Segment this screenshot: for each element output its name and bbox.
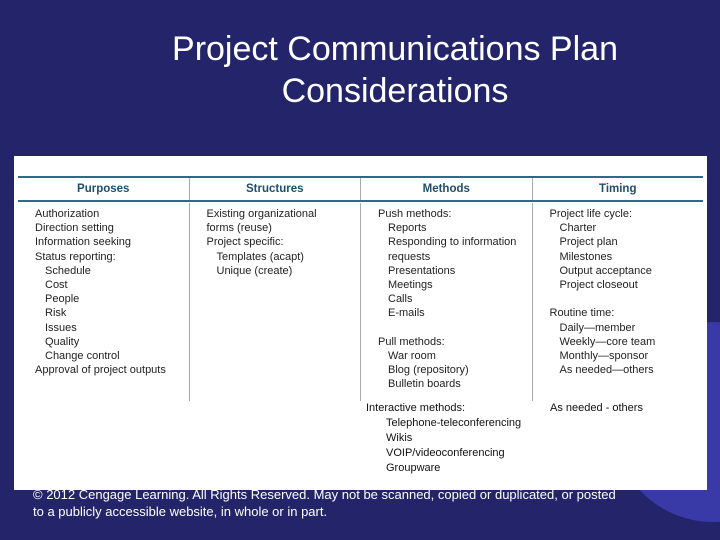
timing-item: Project life cycle: [549, 208, 633, 220]
purposes-column [18, 203, 190, 402]
added-notes-panel [14, 401, 707, 490]
title-line-1: Project Communications Plan [172, 30, 618, 68]
structure-subitem: Templates (acapt) [216, 250, 304, 263]
title-line-2: Considerations [281, 72, 509, 110]
interactive-item: Wikis [386, 432, 413, 444]
timing-subitem: Daily—member [559, 321, 636, 334]
interactive-label: Interactive methods: [366, 402, 466, 414]
method-item: Push methods: [378, 208, 452, 220]
method-subitem: War room [388, 350, 436, 363]
copyright-notice [33, 486, 693, 520]
purpose-item: Authorization [35, 208, 100, 220]
interactive-item: Telephone-teleconferencing [386, 417, 522, 429]
structure-item: Project specific: [206, 236, 284, 249]
structure-item: Existing organizational [206, 208, 317, 220]
purpose-subitem: Cost [45, 279, 68, 292]
timing-item: Routine time: [549, 307, 615, 320]
header-timing: Timing [599, 183, 637, 195]
spacer [550, 292, 704, 306]
timing-subitem: Monthly—sponsor [559, 350, 649, 363]
interactive-item: VOIP/videoconferencing [386, 447, 505, 459]
copyright-line-2: to a publicly accessible website, in whole or in part. [33, 504, 328, 519]
purpose-subitem: Risk [45, 307, 67, 320]
method-subitem: Bulletin boards [388, 378, 461, 391]
method-subitem: Presentations [388, 264, 456, 277]
purpose-item: Status reporting: [35, 250, 116, 263]
copyright-line-1: © 2012 Cengage Learning. All Rights Reserved. May not be scanned, copied or duplicated, or posted [33, 487, 616, 502]
purpose-item: Direction setting [35, 222, 114, 235]
methods-column [361, 203, 533, 402]
method-subitem: E-mails [388, 307, 425, 320]
method-subitem: Responding to information [388, 236, 517, 249]
table-header-row [18, 176, 703, 202]
method-subitem: Reports [388, 222, 427, 235]
purpose-subitem: Issues [45, 321, 77, 334]
method-subitem: Calls [388, 293, 413, 306]
timing-subitem: Project plan [559, 236, 618, 249]
method-subitem: Meetings [388, 279, 433, 292]
header-purposes: Purposes [18, 178, 190, 200]
purpose-item: Approval of project outputs [35, 364, 166, 377]
timing-subitem: Weekly—core team [559, 335, 656, 348]
structures-column [190, 203, 362, 402]
table-body [18, 203, 703, 402]
as-needed-note: As needed - others [550, 402, 643, 414]
interactive-methods-note [366, 401, 686, 476]
purpose-subitem: Quality [45, 335, 80, 348]
purpose-item: Information seeking [35, 236, 131, 249]
structure-item: forms (reuse) [206, 222, 272, 235]
timing-subitem: As needed—others [559, 364, 654, 377]
timing-subitem: Output acceptance [559, 264, 652, 277]
slide-title [0, 28, 720, 112]
purpose-subitem: Schedule [45, 264, 91, 277]
purpose-subitem: Change control [45, 350, 120, 363]
header-structures: Structures [190, 178, 362, 200]
purpose-subitem: People [45, 293, 80, 306]
communications-table [14, 156, 707, 404]
timing-subitem: Project closeout [559, 279, 638, 292]
header-methods: Methods [361, 178, 533, 200]
structure-subitem: Unique (create) [216, 264, 293, 277]
method-item: Pull methods: [378, 335, 445, 348]
method-subitem: requests [388, 250, 431, 263]
method-subitem: Blog (repository) [388, 364, 469, 377]
spacer [378, 321, 532, 335]
timing-column [533, 203, 704, 402]
interactive-item: Groupware [386, 462, 441, 474]
timing-subitem: Milestones [559, 250, 613, 263]
timing-subitem: Charter [559, 222, 597, 235]
